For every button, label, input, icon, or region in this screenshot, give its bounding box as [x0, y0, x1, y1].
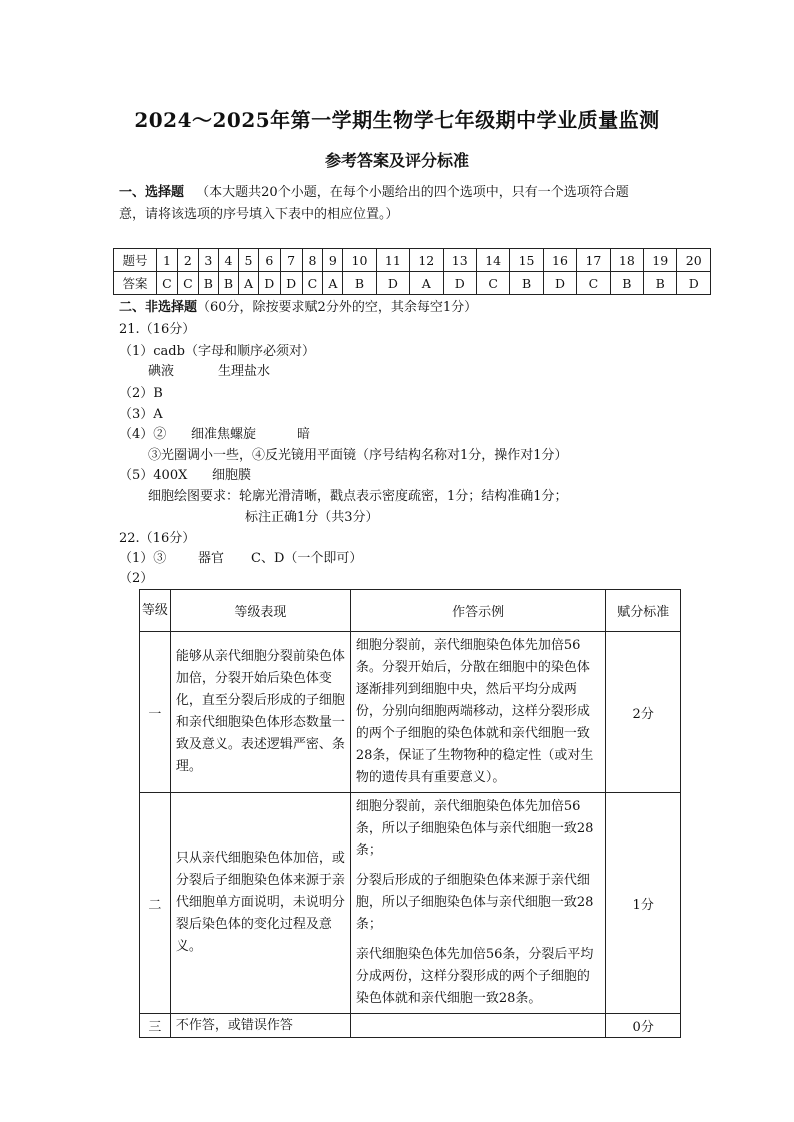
score-cell: 1分 [606, 793, 681, 1014]
question-number: 19 [644, 249, 677, 272]
question-number: 4 [218, 249, 238, 272]
performance-cell [170, 632, 350, 793]
section1-desc-line2: 意，请将该选项的序号填入下表中的相应位置。） [119, 207, 399, 222]
question-number: 15 [510, 249, 543, 272]
level-cell: 二 [140, 793, 171, 1014]
q21-answer-1-reagent-b: 生理盐水 [218, 364, 271, 379]
grading-table [139, 589, 681, 1038]
performance-cell [170, 1014, 350, 1038]
answer-cell: D [543, 272, 576, 295]
question-number: 5 [239, 249, 259, 272]
q22-answer-1a: （1）③ [119, 551, 167, 566]
q21-answer-5a: （5）400X [119, 468, 188, 483]
q22-answer-1c: C、D（一个即可） [251, 551, 363, 566]
answer-cell: A [323, 272, 343, 295]
question-number: 11 [376, 249, 409, 272]
q21-drawing-requirements: 细胞绘图要求：轮廓光滑清晰，戳点表示密度疏密，1分；结构准确1分； [148, 489, 568, 504]
answer-cell: C [177, 272, 198, 295]
q21-answer-1-reagent-a: 碘液 [148, 364, 175, 379]
answer-table-q-label: 题号 [114, 249, 157, 272]
question-number: 16 [543, 249, 576, 272]
q22-answer-2-label: （2） [119, 571, 154, 586]
level-cell: 一 [140, 632, 171, 793]
answer-cell: B [218, 272, 238, 295]
question-number: 17 [577, 249, 610, 272]
q21-answer-4a: （4）② [119, 427, 167, 442]
question-number: 6 [258, 249, 280, 272]
example-text-group [351, 793, 606, 1013]
question-number: 2 [177, 249, 198, 272]
q21-answer-4c: 暗 [297, 427, 311, 442]
question-number: 20 [677, 249, 711, 272]
grading-row-level-3 [140, 1014, 681, 1038]
answer-cell: D [376, 272, 409, 295]
header-example: 作答示例 [350, 590, 606, 632]
example-paragraph: 亲代细胞染色体先加倍56条，分裂后平均分成两份，这样分裂形成的两个子细胞的染色体就和亲代细胞一致28条。 [355, 947, 594, 1006]
answer-cell: D [443, 272, 476, 295]
example-paragraph: 细胞分裂前，亲代细胞染色体先加倍56条，所以子细胞染色体与亲代细胞一致28条； [355, 799, 594, 858]
section2-desc: （60分，除按要求赋2分外的空，其余每空1分） [197, 300, 478, 315]
answer-cell: B [198, 272, 218, 295]
question-number: 18 [610, 249, 643, 272]
section1-heading: 一、选择题 [119, 185, 185, 200]
answer-table [113, 248, 711, 295]
answer-cell: D [258, 272, 280, 295]
q21-drawing-requirements-cont: 标注正确1分（共3分） [245, 510, 379, 525]
question-number: 13 [443, 249, 476, 272]
answer-table-answer-row [114, 272, 711, 295]
question-number: 9 [323, 249, 343, 272]
q22-answer-1b: 器官 [198, 551, 225, 566]
answer-cell: B [343, 272, 376, 295]
answer-cell: D [677, 272, 711, 295]
grading-row-level-1 [140, 632, 681, 793]
performance-text: 不作答，或错误作答 [175, 1017, 293, 1033]
example-paragraph: 分裂后形成的子细胞染色体来源于亲代细胞，所以子细胞染色体与亲代细胞一致28条； [355, 873, 594, 932]
score-cell: 0分 [606, 1014, 681, 1038]
performance-text: 只从亲代细胞染色体加倍，或分裂后子细胞染色体来源于亲代细胞单方面说明，未说明分裂后染色体的变化过程及意义。 [175, 851, 345, 954]
question-number: 8 [302, 249, 323, 272]
answer-cell: C [577, 272, 610, 295]
question-number: 3 [198, 249, 218, 272]
q22-header: 22.（16分） [119, 531, 196, 546]
example-text: 细胞分裂前，亲代细胞染色体先加倍56条。分裂开始后，分散在细胞中的染色体逐渐排列到细胞中央，然后平均分成两份，分别向细胞两端移动，这样分裂形成的两个子细胞的染色体就和亲代细胞一致28条，保证了生物物种的稳定性（或对生物的遗传具有重要意义）。 [355, 638, 594, 785]
level-cell: 三 [140, 1014, 171, 1038]
performance-cell [170, 793, 350, 1014]
q21-answer-4b: 细准焦螺旋 [191, 427, 257, 442]
q21-answer-4d: ③光圈调小一些，④反光镜用平面镜（序号结构名称对1分，操作对1分） [148, 448, 568, 463]
answer-cell: B [610, 272, 643, 295]
answer-cell: B [644, 272, 677, 295]
example-cell [350, 632, 606, 793]
question-number: 12 [410, 249, 443, 272]
header-level: 等级 [140, 590, 171, 632]
section1-line1 [119, 183, 629, 203]
answer-table-a-label: 答案 [114, 272, 157, 295]
page-subtitle: 参考答案及评分标准 [324, 151, 469, 170]
q21-answer-1: （1）cadb（字母和顺序必须对） [119, 344, 315, 359]
answer-cell: C [476, 272, 509, 295]
q21-header: 21.（16分） [119, 322, 196, 337]
answer-table-question-row [114, 249, 711, 272]
score-cell: 2分 [606, 632, 681, 793]
page-title: 2024～2025年第一学期生物学七年级期中学业质量监测 [134, 108, 660, 132]
answer-cell: B [510, 272, 543, 295]
grading-table-header-row [140, 590, 681, 632]
performance-text: 能够从亲代细胞分裂前染色体加倍，分裂开始后染色体变化，直至分裂后形成的子细胞和亲代细胞染色体形态数量一致及意义。表述逻辑严密、条理。 [175, 649, 345, 774]
q21-answer-5b: 细胞膜 [212, 468, 252, 483]
section2-line [119, 298, 477, 318]
answer-cell: C [302, 272, 323, 295]
grading-row-level-2 [140, 793, 681, 1014]
example-cell [350, 793, 606, 1014]
question-number: 14 [476, 249, 509, 272]
section1-desc-line1: （本大题共20个小题，在每个小题给出的四个选项中，只有一个选项符合题 [196, 185, 629, 200]
header-score: 赋分标准 [606, 590, 681, 632]
question-number: 10 [343, 249, 376, 272]
header-performance: 等级表现 [170, 590, 350, 632]
answer-cell: A [239, 272, 259, 295]
section2-heading: 二、非选择题 [119, 300, 198, 315]
example-cell [350, 1014, 606, 1038]
answer-cell: C [157, 272, 178, 295]
q21-answer-3: （3）A [119, 407, 163, 422]
answer-cell: A [410, 272, 443, 295]
question-number: 1 [157, 249, 178, 272]
q21-answer-2: （2）B [119, 386, 163, 401]
question-number: 7 [280, 249, 302, 272]
answer-cell: D [280, 272, 302, 295]
